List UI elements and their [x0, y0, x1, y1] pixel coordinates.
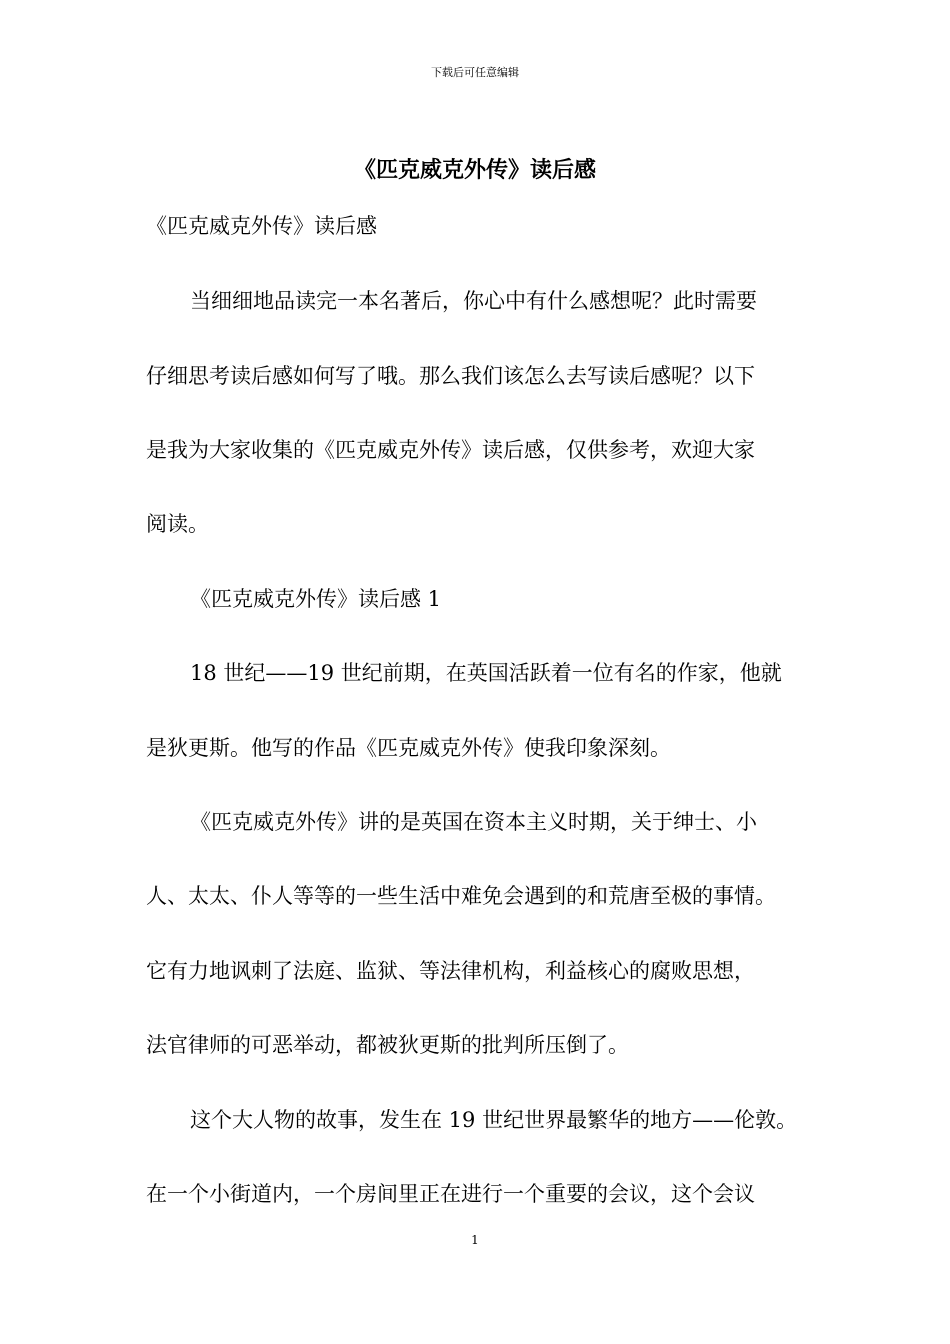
header-note: 下载后可任意编辑: [431, 66, 519, 79]
paragraph-line: 《匹克威克外传》讲的是英国在资本主义时期，关于绅士、小: [190, 810, 757, 834]
paragraph-line: 人、太太、仆人等等的一些生活中难免会遇到的和荒唐至极的事情。: [146, 884, 776, 908]
paragraph-line: 阅读。: [146, 512, 209, 536]
subtitle-line: 《匹克威克外传》读后感: [146, 214, 377, 238]
document-title: 《匹克威克外传》读后感: [353, 157, 596, 183]
paragraph-line: 仔细思考读后感如何写了哦。那么我们该怎么去写读后感呢？以下: [146, 364, 755, 388]
page-number: 1: [471, 1233, 479, 1247]
paragraph-line: 是我为大家收集的《匹克威克外传》读后感，仅供参考，欢迎大家: [146, 438, 755, 462]
section-heading: 《匹克威克外传》读后感 1: [190, 587, 442, 611]
paragraph-line: 它有力地讽刺了法庭、监狱、等法律机构，利益核心的腐败思想，: [146, 959, 755, 983]
paragraph-line: 在一个小街道内，一个房间里正在进行一个重要的会议，这个会议: [146, 1182, 755, 1206]
paragraph-line: 法官律师的可恶举动，都被狄更斯的批判所压倒了。: [146, 1033, 629, 1057]
paragraph-line: 是狄更斯。他写的作品《匹克威克外传》使我印象深刻。: [146, 736, 671, 760]
paragraph-line: 这个大人物的故事，发生在 19 世纪世界最繁华的地方——伦敦。: [190, 1108, 798, 1132]
paragraph-line: 当细细地品读完一本名著后，你心中有什么感想呢？此时需要: [190, 289, 757, 313]
paragraph-line: 18 世纪——19 世纪前期，在英国活跃着一位有名的作家，他就: [190, 661, 782, 685]
